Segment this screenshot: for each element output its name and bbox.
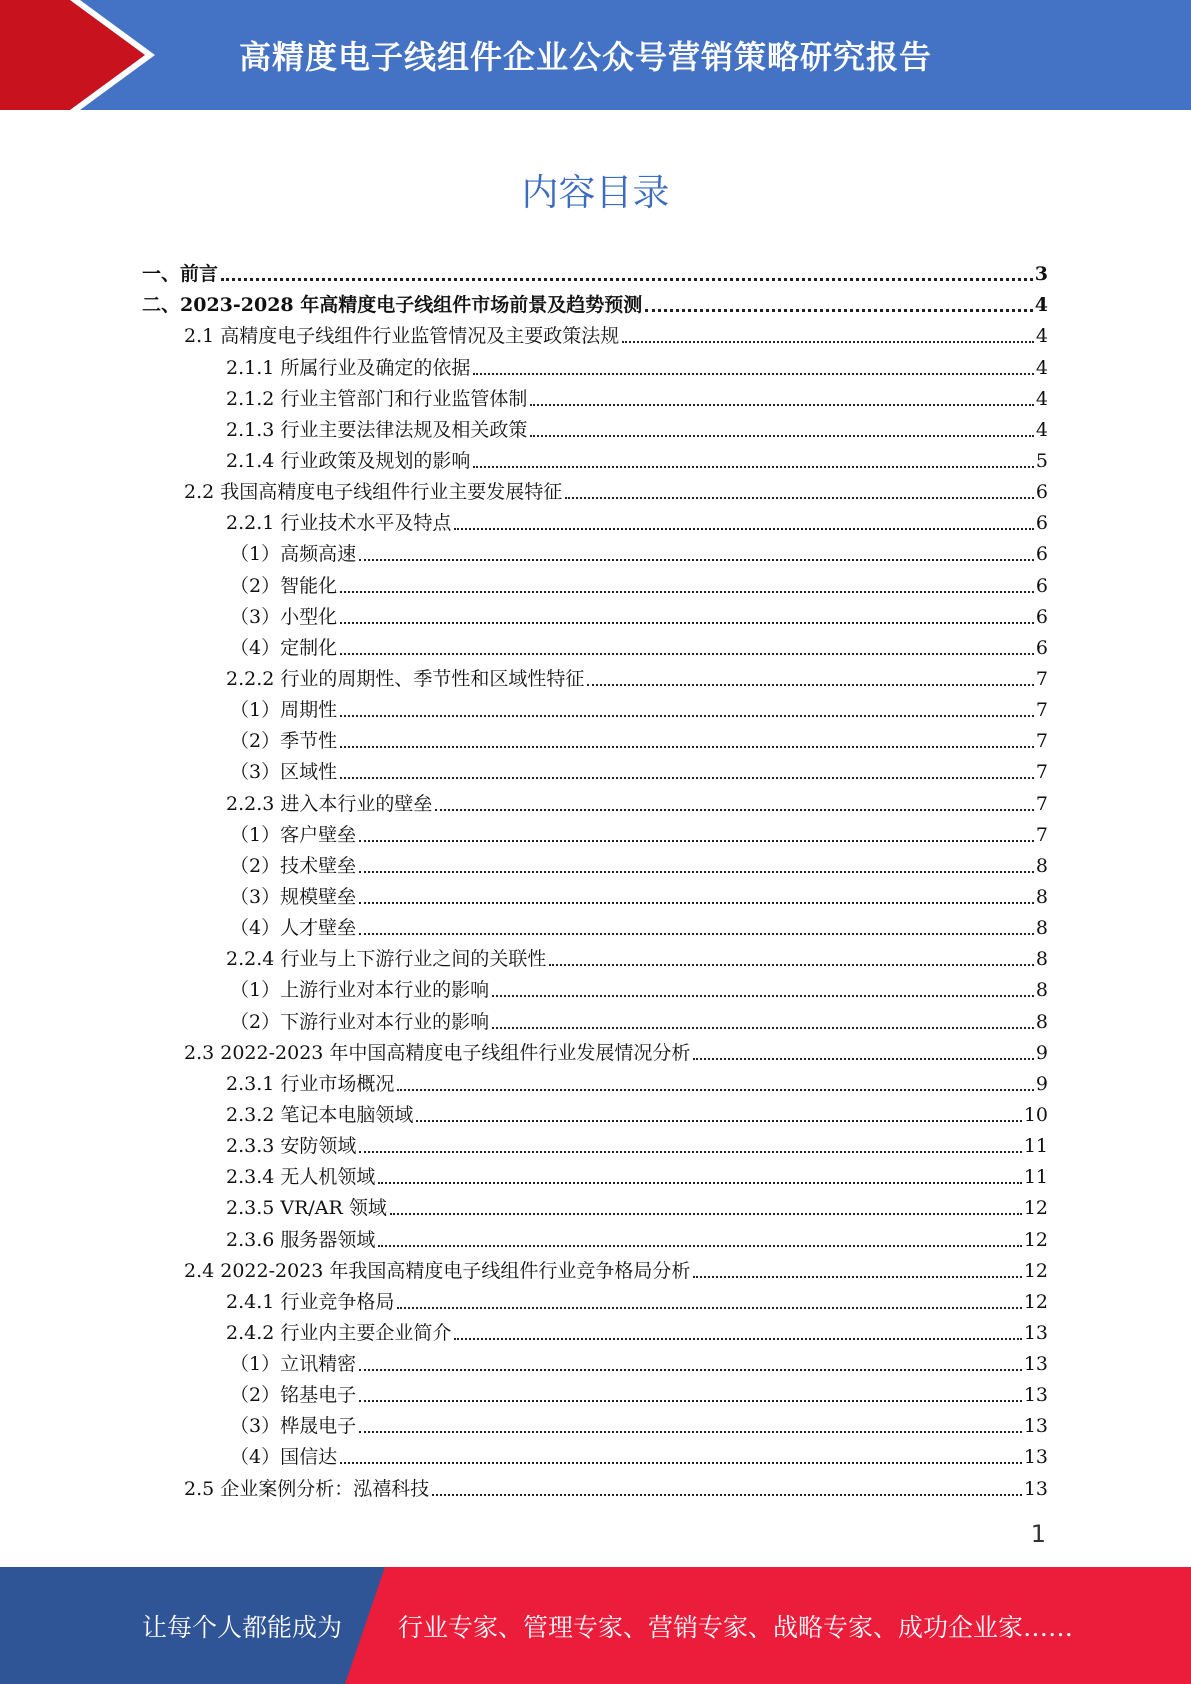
toc-entry-text: 2.3.6 服务器领域 (226, 1228, 376, 1251)
toc-entry-page: 8 (1035, 854, 1048, 877)
toc-entry-page: 8 (1035, 885, 1048, 908)
toc-entry[interactable] (142, 409, 1048, 440)
toc-entry[interactable] (142, 938, 1048, 969)
toc-entry[interactable] (142, 1405, 1048, 1436)
toc-entry-page: 7 (1035, 699, 1048, 722)
toc-entry-page: 12 (1023, 1259, 1048, 1282)
toc-entry[interactable] (142, 1125, 1048, 1156)
toc-entry-text: （2）下游行业对本行业的影响 (230, 1010, 490, 1033)
toc-entry-page: 7 (1035, 823, 1048, 846)
toc-leader-dots (359, 1399, 1022, 1402)
toc-entry[interactable] (142, 1250, 1048, 1281)
toc-entry-text: （4）定制化 (230, 636, 338, 659)
toc-leader-dots (340, 745, 1034, 748)
toc-leader-dots (587, 683, 1034, 686)
toc-entry[interactable] (142, 1343, 1048, 1374)
toc-leader-dots (340, 652, 1034, 655)
toc-entry[interactable] (142, 658, 1048, 689)
page-number: 1 (1030, 1520, 1046, 1548)
toc-entry-page: 9 (1035, 1072, 1048, 1095)
toc-entry-page: 8 (1035, 1010, 1048, 1033)
toc-entry-page: 4 (1034, 294, 1048, 317)
footer-band (0, 1567, 1191, 1684)
toc-leader-dots (359, 1430, 1022, 1433)
toc-entry-text: （3）区域性 (230, 761, 338, 784)
toc-entry-text: （4）国信达 (230, 1446, 338, 1469)
header-band (0, 0, 1191, 110)
toc-entry-text: 2.1 高精度电子线组件行业监管情况及主要政策法规 (184, 325, 620, 348)
toc-entry-page: 11 (1023, 1135, 1048, 1158)
toc-leader-dots (359, 932, 1034, 935)
toc-entry[interactable] (142, 596, 1048, 627)
toc-entry-text: 2.2.2 行业的周期性、季节性和区域性特征 (226, 667, 585, 690)
toc-entry-page: 11 (1023, 1166, 1048, 1189)
toc-entry[interactable] (142, 1218, 1048, 1249)
toc-entry[interactable] (142, 1000, 1048, 1031)
toc-entry-page: 6 (1035, 574, 1048, 597)
toc-heading: 内容目录 (521, 171, 670, 214)
toc-entry[interactable] (142, 471, 1048, 502)
toc-entry-page: 4 (1035, 387, 1048, 410)
toc-leader-dots (340, 1461, 1022, 1464)
toc-leader-dots (340, 776, 1034, 779)
toc-leader-dots (473, 465, 1034, 468)
toc-entry[interactable] (142, 627, 1048, 658)
toc-entry-page: 6 (1035, 481, 1048, 504)
toc-entry[interactable] (142, 315, 1048, 346)
toc-entry[interactable] (142, 378, 1048, 409)
toc-entry[interactable] (142, 1156, 1048, 1187)
toc-entry-text: （2）智能化 (230, 574, 338, 597)
toc-entry-page: 7 (1035, 792, 1048, 815)
toc-leader-dots (565, 496, 1034, 499)
toc-entry-page: 12 (1023, 1290, 1048, 1313)
toc-entry[interactable] (142, 533, 1048, 564)
toc-entry-text: （3）桦晟电子 (230, 1415, 357, 1438)
toc-entry-text: 2.2.4 行业与上下游行业之间的关联性 (226, 948, 547, 971)
toc-entry-page: 13 (1023, 1446, 1048, 1469)
toc-entry[interactable] (142, 1374, 1048, 1405)
toc-leader-dots (359, 901, 1034, 904)
toc-entry[interactable] (142, 1063, 1048, 1094)
toc-entry-text: 2.4.1 行业竞争格局 (226, 1290, 395, 1313)
footer-slogan-right: 行业专家、管理专家、营销专家、战略专家、成功企业家…… (398, 1612, 1074, 1642)
toc-entry-text: 2.1.1 所属行业及确定的依据 (226, 356, 471, 379)
toc-entry[interactable] (142, 845, 1048, 876)
footer-slogan-left: 让每个人都能成为 (142, 1612, 343, 1642)
toc-entry-text: 2.4 2022-2023 年我国高精度电子线组件行业竞争格局分析 (184, 1259, 691, 1282)
toc-leader-dots (622, 340, 1034, 343)
toc-entry-page: 4 (1035, 418, 1048, 441)
toc-entry-page: 13 (1023, 1384, 1048, 1407)
toc-entry-text: 2.3.3 安防领域 (226, 1135, 357, 1158)
toc-entry-page: 8 (1035, 917, 1048, 940)
toc-leader-dots (432, 1493, 1022, 1496)
toc-entry-text: （1）客户壁垒 (230, 823, 357, 846)
toc-entry[interactable] (142, 564, 1048, 595)
toc-entry-page: 7 (1035, 761, 1048, 784)
toc-leader-dots (397, 1306, 1021, 1309)
toc-entry-text: 2.2 我国高精度电子线组件行业主要发展特征 (184, 481, 563, 504)
toc-entry-text: 2.3.1 行业市场概况 (226, 1072, 395, 1095)
header-title: 高精度电子线组件企业公众号营销策略研究报告 (238, 38, 932, 76)
toc-leader-dots (549, 963, 1034, 966)
toc-leader-dots (473, 372, 1034, 375)
toc-entry[interactable] (142, 969, 1048, 1000)
toc-leader-dots (359, 1150, 1021, 1153)
toc-leader-dots (397, 1088, 1034, 1091)
toc-entry-text: （1）立讯精密 (230, 1353, 357, 1376)
toc-leader-dots (359, 870, 1034, 873)
toc-entry-text: （2）季节性 (230, 730, 338, 753)
toc-leader-dots (693, 1275, 1021, 1278)
toc-entry-text: 2.2.1 行业技术水平及特点 (226, 512, 452, 535)
toc-entry-page: 8 (1035, 948, 1048, 971)
toc-leader-dots (340, 590, 1034, 593)
toc-entry-text: 2.1.4 行业政策及规划的影响 (226, 449, 471, 472)
toc-entry-text: 2.3.5 VR/AR 领域 (226, 1197, 387, 1220)
toc-leader-dots (492, 994, 1034, 997)
toc-entry-text: （3）小型化 (230, 605, 338, 628)
toc-entry[interactable] (142, 1094, 1048, 1125)
table-of-contents (142, 253, 1048, 1499)
toc-leader-dots (359, 1368, 1022, 1371)
toc-entry-page: 12 (1023, 1197, 1048, 1220)
toc-leader-dots (359, 839, 1034, 842)
toc-entry-page: 5 (1035, 449, 1048, 472)
toc-entry[interactable] (142, 1312, 1048, 1343)
toc-entry-text: 一、前言 (142, 263, 219, 286)
toc-entry[interactable] (142, 1032, 1048, 1063)
toc-leader-dots (492, 1026, 1034, 1029)
toc-entry-text: 2.3.2 笔记本电脑领域 (226, 1103, 414, 1126)
toc-entry-text: （4）人才壁垒 (230, 917, 357, 940)
toc-entry[interactable] (142, 1187, 1048, 1218)
header-arrow-icon (0, 0, 160, 110)
toc-leader-dots (378, 1244, 1021, 1247)
toc-entry-text: 2.1.2 行业主管部门和行业监管体制 (226, 387, 528, 410)
toc-entry-text: （3）规模壁垒 (230, 885, 357, 908)
toc-leader-dots (378, 1181, 1021, 1184)
toc-entry-page: 12 (1023, 1228, 1048, 1251)
toc-entry-text: （2）技术壁垒 (230, 854, 357, 877)
toc-entry[interactable] (142, 440, 1048, 471)
toc-entry[interactable] (142, 253, 1048, 284)
toc-entry-page: 8 (1035, 979, 1048, 1002)
toc-entry-text: （2）铭基电子 (230, 1384, 357, 1407)
toc-entry-text: 2.2.3 进入本行业的壁垒 (226, 792, 433, 815)
toc-entry-page: 4 (1035, 356, 1048, 379)
toc-entry[interactable] (142, 907, 1048, 938)
toc-leader-dots (416, 1119, 1021, 1122)
toc-leader-dots (221, 277, 1033, 281)
toc-entry-text: （1）高频高速 (230, 543, 357, 566)
toc-leader-dots (340, 621, 1034, 624)
toc-entry[interactable] (142, 689, 1048, 720)
toc-entry-page: 7 (1035, 667, 1048, 690)
toc-entry-page: 6 (1035, 636, 1048, 659)
toc-entry-text: 2.4.2 行业内主要企业简介 (226, 1321, 452, 1344)
toc-leader-dots (390, 1212, 1022, 1215)
toc-entry-page: 3 (1034, 263, 1048, 286)
toc-entry-page: 13 (1023, 1477, 1048, 1500)
toc-entry-page: 13 (1023, 1353, 1048, 1376)
toc-leader-dots (435, 808, 1034, 811)
toc-entry-text: 2.3.4 无人机领域 (226, 1166, 376, 1189)
toc-entry[interactable] (142, 284, 1048, 315)
toc-leader-dots (359, 558, 1034, 561)
toc-leader-dots (530, 403, 1034, 406)
toc-entry-page: 13 (1023, 1415, 1048, 1438)
toc-leader-dots (530, 434, 1034, 437)
toc-entry-text: （1）上游行业对本行业的影响 (230, 979, 490, 1002)
toc-leader-dots (340, 714, 1034, 717)
toc-entry-page: 6 (1035, 512, 1048, 535)
toc-entry-text: 2.5 企业案例分析：泓禧科技 (184, 1477, 430, 1500)
toc-entry-page: 4 (1035, 325, 1048, 348)
toc-entry[interactable] (142, 346, 1048, 377)
toc-entry-page: 6 (1035, 605, 1048, 628)
toc-entry-text: 2.1.3 行业主要法律法规及相关政策 (226, 418, 528, 441)
toc-entry-page: 7 (1035, 730, 1048, 753)
toc-entry-text: 2.3 2022-2023 年中国高精度电子线组件行业发展情况分析 (184, 1041, 691, 1064)
toc-entry-text: 二、2023-2028 年高精度电子线组件市场前景及趋势预测 (142, 294, 643, 317)
toc-entry-page: 9 (1035, 1041, 1048, 1064)
toc-entry[interactable] (142, 782, 1048, 813)
toc-entry[interactable] (142, 1436, 1048, 1467)
toc-entry-text: （1）周期性 (230, 699, 338, 722)
toc-entry[interactable] (142, 814, 1048, 845)
toc-entry[interactable] (142, 720, 1048, 751)
toc-entry[interactable] (142, 1467, 1048, 1498)
toc-leader-dots (693, 1057, 1033, 1060)
toc-leader-dots (454, 527, 1034, 530)
toc-entry[interactable] (142, 1281, 1048, 1312)
toc-entry-page: 13 (1023, 1321, 1048, 1344)
toc-leader-dots (454, 1337, 1021, 1340)
toc-entry-page: 10 (1023, 1103, 1048, 1126)
toc-entry[interactable] (142, 502, 1048, 533)
toc-entry[interactable] (142, 751, 1048, 782)
toc-entry[interactable] (142, 876, 1048, 907)
toc-leader-dots (645, 308, 1033, 312)
toc-entry-page: 6 (1035, 543, 1048, 566)
